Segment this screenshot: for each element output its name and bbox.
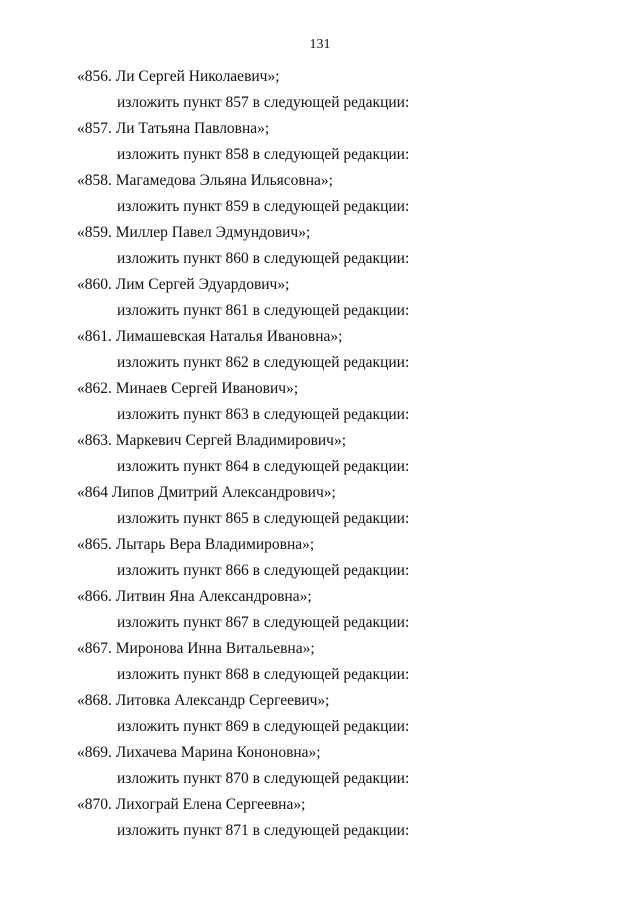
amendment-instruction: изложить пункт 871 в следующей редакции: xyxy=(117,822,410,839)
list-item: «861. Лимашевская Наталья Ивановна»; xyxy=(77,328,343,345)
amendment-instruction: изложить пункт 858 в следующей редакции: xyxy=(117,146,410,163)
list-item: «869. Лихачева Марина Кононовна»; xyxy=(77,744,321,761)
amendment-instruction: изложить пункт 866 в следующей редакции: xyxy=(117,562,410,579)
amendment-instruction: изложить пункт 867 в следующей редакции: xyxy=(117,614,410,631)
list-item: «859. Миллер Павел Эдмундович»; xyxy=(77,224,311,241)
list-item: «860. Лим Сергей Эдуардович»; xyxy=(77,276,290,293)
amendment-instruction: изложить пункт 862 в следующей редакции: xyxy=(117,354,410,371)
amendment-instruction: изложить пункт 859 в следующей редакции: xyxy=(117,198,410,215)
list-item: «870. Лихограй Елена Сергеевна»; xyxy=(77,796,306,813)
amendment-instruction: изложить пункт 863 в следующей редакции: xyxy=(117,406,410,423)
amendment-instruction: изложить пункт 857 в следующей редакции: xyxy=(117,94,410,111)
list-item: «864 Липов Дмитрий Александрович»; xyxy=(77,484,336,501)
amendment-instruction: изложить пункт 869 в следующей редакции: xyxy=(117,718,410,735)
list-item: «858. Магамедова Эльяна Ильясовна»; xyxy=(77,172,333,189)
list-item: «866. Литвин Яна Александровна»; xyxy=(77,588,312,605)
list-item: «865. Лытарь Вера Владимировна»; xyxy=(77,536,315,553)
list-item: «867. Миронова Инна Витальевна»; xyxy=(77,640,315,657)
list-item: «856. Ли Сергей Николаевич»; xyxy=(77,68,280,85)
amendment-instruction: изложить пункт 864 в следующей редакции: xyxy=(117,458,410,475)
amendment-instruction: изложить пункт 861 в следующей редакции: xyxy=(117,302,410,319)
page-number: 131 xyxy=(309,37,331,52)
list-item: «862. Минаев Сергей Иванович»; xyxy=(77,380,299,397)
list-item: «857. Ли Татьяна Павловна»; xyxy=(77,120,270,137)
amendment-instruction: изложить пункт 868 в следующей редакции: xyxy=(117,666,410,683)
amendment-instruction: изложить пункт 870 в следующей редакции: xyxy=(117,770,410,787)
list-item: «863. Маркевич Сергей Владимирович»; xyxy=(77,432,347,449)
amendment-instruction: изложить пункт 860 в следующей редакции: xyxy=(117,250,410,267)
amendment-instruction: изложить пункт 865 в следующей редакции: xyxy=(117,510,410,527)
document-body xyxy=(0,66,640,846)
list-item: «868. Литовка Александр Сергеевич»; xyxy=(77,692,330,709)
